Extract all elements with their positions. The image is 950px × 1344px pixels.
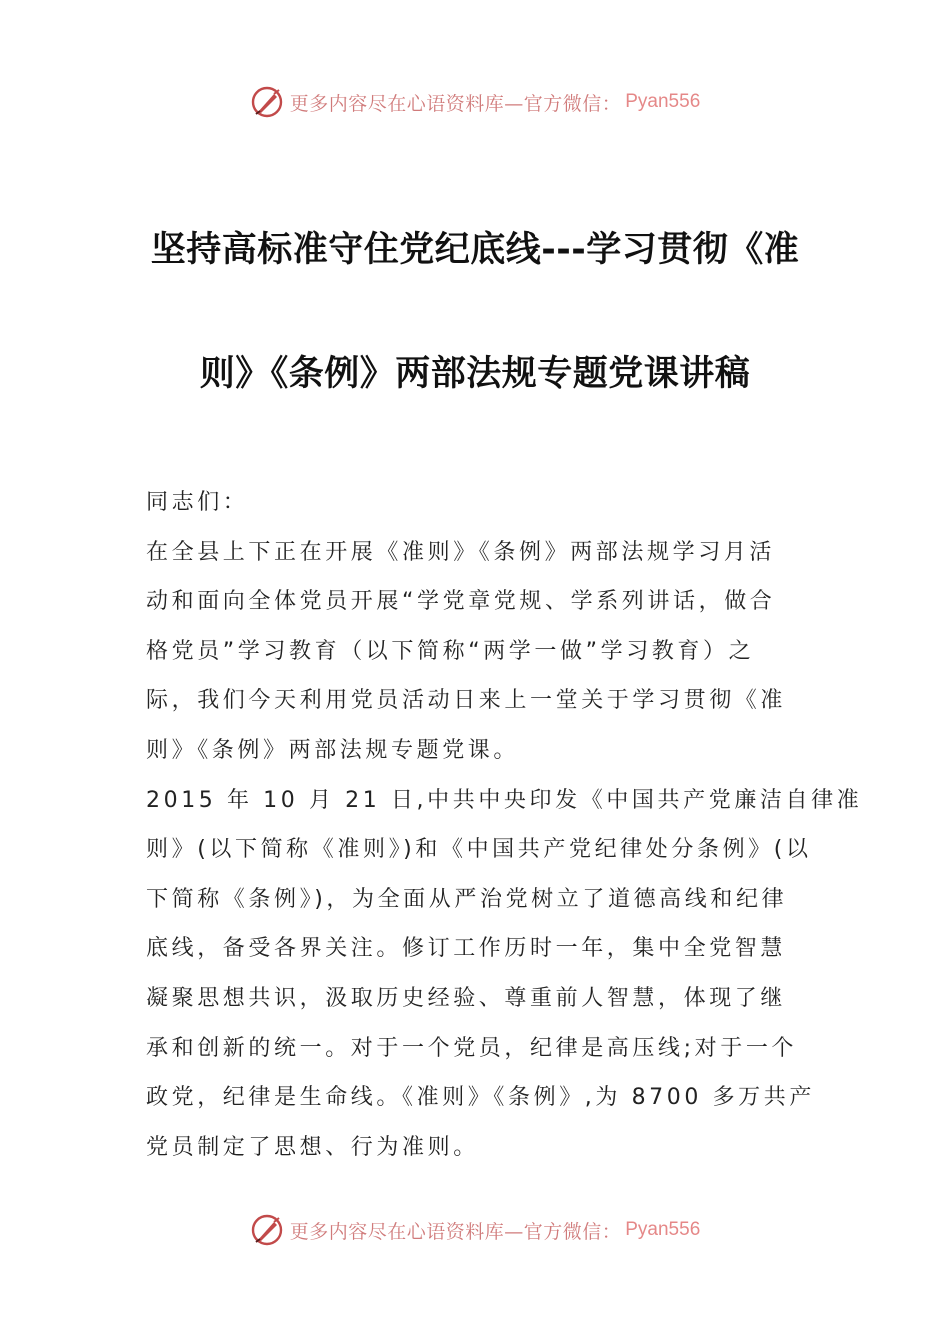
document-body bbox=[146, 478, 863, 1172]
body-line: 格党员”学习教育（以下简称“两学一做”学习教育）之 bbox=[146, 638, 755, 664]
body-line: 同志们： bbox=[146, 490, 249, 515]
banner-text: 更多内容尽在心语资料库—官方微信： bbox=[289, 92, 622, 115]
body-line: 则》(以下简称《准则》)和《中国共产党纪律处分条例》(以 bbox=[146, 837, 812, 863]
quill-pen-icon bbox=[250, 1213, 284, 1247]
body-line: 政党，纪律是生命线。《准则》《条例》,为 8700 多万共产 bbox=[146, 1085, 815, 1111]
body-line: 党员制定了思想、行为准则。 bbox=[146, 1134, 479, 1160]
body-line: 2015 年 10 月 21 日,中共中央印发《中国共产党廉洁自律准 bbox=[146, 787, 863, 813]
header-watermark-banner bbox=[0, 82, 950, 122]
document-title-line-2: 则》《条例》两部法规专题党课讲稿 bbox=[199, 354, 751, 394]
body-line: 承和创新的统一。对于一个党员，纪律是高压线;对于一个 bbox=[146, 1035, 798, 1061]
document-title-line-1: 坚持高标准守住党纪底线---学习贯彻《准 bbox=[150, 230, 800, 270]
banner-text: 更多内容尽在心语资料库—官方微信： bbox=[289, 1220, 622, 1243]
footer-watermark-banner bbox=[0, 1210, 950, 1250]
wechat-id: Pyan556 bbox=[625, 1219, 701, 1240]
body-line: 下简称《条例》)，为全面从严治党树立了道德高线和纪律 bbox=[146, 886, 788, 912]
body-line: 际，我们今天利用党员活动日来上一堂关于学习贯彻《准 bbox=[146, 688, 787, 714]
wechat-id: Pyan556 bbox=[625, 91, 701, 112]
body-line: 则》《条例》两部法规专题党课。 bbox=[146, 737, 520, 763]
quill-pen-icon bbox=[250, 85, 284, 119]
body-line: 在全县上下正在开展《准则》《条例》两部法规学习月活 bbox=[146, 539, 776, 565]
body-line: 底线，备受各界关注。修订工作历时一年，集中全党智慧 bbox=[146, 936, 787, 962]
body-line: 凝聚思想共识，汲取历史经验、尊重前人智慧，体现了继 bbox=[146, 985, 787, 1011]
body-line: 动和面向全体党员开展“学党章党规、学系列讲话，做合 bbox=[146, 589, 776, 615]
